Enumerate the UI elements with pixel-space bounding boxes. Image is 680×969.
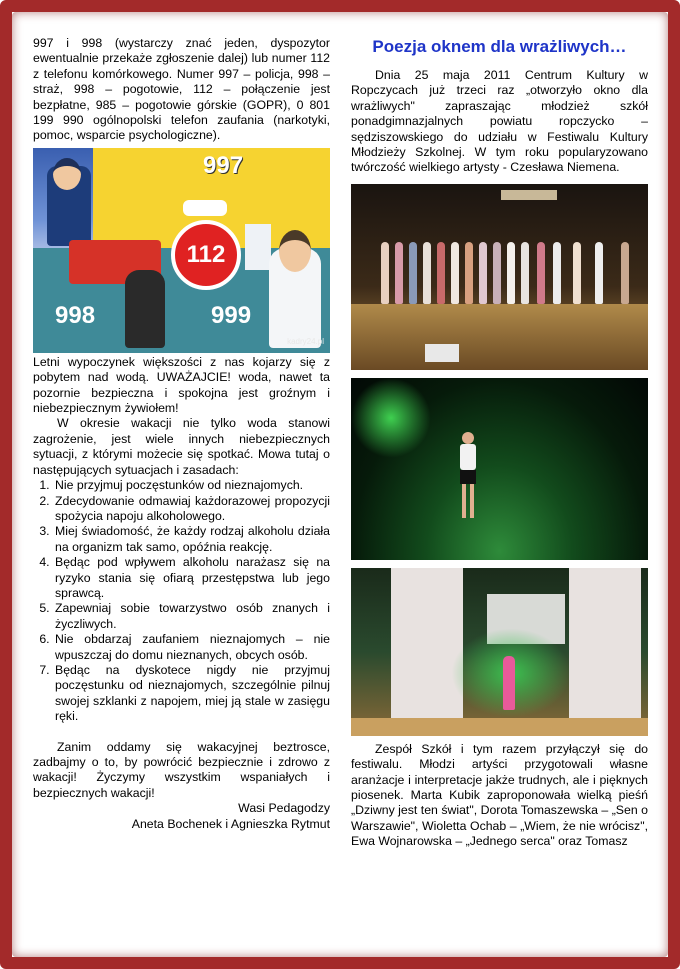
- list-item: 3. Miej świadomość, że każdy rodzaj alkoholu działa na organizm tak samo, opóźnia reakcję.: [53, 524, 330, 555]
- article-title: Poezja oknem dla wrażliwych…: [372, 37, 627, 56]
- number-997: 997: [203, 151, 244, 179]
- police-car: [183, 200, 227, 216]
- list-item: 1. Nie przyjmuj poczęstunków od nieznajomych.: [53, 478, 330, 493]
- festival-intro-paragraph: Dnia 25 maja 2011 Centrum Kultury w Ropczycach już trzeci raz „otworzyło okno dla wrażliwych" zapraszając młodzież szkół ponadgimnazjalnych powiatu ropczycko – sędziszowskiego do udziału w Festiwalu Kultury Młodzieży Szkolnej. W tym roku popularyzowano twórczość wielkiego artysty - Czesława Niemena.: [351, 68, 648, 175]
- number-998: 998: [55, 301, 96, 329]
- stage-group-photo: [351, 184, 648, 370]
- number-112-badge: 112: [171, 220, 241, 290]
- illustration-watermark: kadry24.pl: [287, 337, 324, 347]
- emergency-numbers-paragraph: 997 i 998 (wystarczy znać jeden, dyspozytor ewentualnie przekaże zgłoszenie dalej) lub numer 112 z telefonu komórkowego. Numer 997 – policja, 998 – straż, 998 – pogotowie, 112 – połączenie jest bezpłatne, 985 – pogotowie górskie (GOPR), 0 801 199 990 ogólnopolski telefon zaufania (narkotyki, pomoc, wsparcie psychologiczne).: [33, 36, 330, 143]
- other-dangers-paragraph: W okresie wakacji nie tylko woda stanowi zagrożenie, jest wiele innych niebezpiecznych sytuacji, z którymi możecie się spotkać. Mowa tutaj o następujących sytuacjach i zasadach:: [33, 416, 330, 477]
- list-item: 5. Zapewniaj sobie towarzystwo osób znanych i życzliwych.: [53, 601, 330, 632]
- emergency-services-illustration: [33, 148, 330, 353]
- list-item: 4. Będąc pod wpływem alkoholu narażasz się na ryzyko stania się ofiarą przestępstwa lub jego sprawcą.: [53, 555, 330, 601]
- list-item: 2. Zdecydowanie odmawiaj każdorazowej propozycji spożycia napoju alkoholowego.: [53, 494, 330, 525]
- number-999: 999: [211, 301, 252, 329]
- band-on-stage-photo: [351, 568, 648, 736]
- left-column: [33, 36, 330, 832]
- right-column: [351, 36, 648, 850]
- list-item: 7. Będąc na dyskotece nigdy nie przyjmuj poczęstunku od nieznajomych, szczególnie pilnuj swojej szklanki z napojem, miej ją stale w zasięgu ręki.: [53, 663, 330, 725]
- singer-figure: [503, 656, 515, 710]
- water-safety-paragraph: Letni wypoczynek większości z nas kojarzy się z pobytem nad wodą. UWAŻAJCIE! woda, nawet ta pozornie bezpieczna i spokojna jest groźnym i niebezpiecznym żywiołem!: [33, 354, 330, 416]
- performer-figure: [455, 430, 481, 522]
- solo-performer-photo: [351, 378, 648, 560]
- signature-line-1: Wasi Pedagodzy: [238, 801, 330, 816]
- signature-line-2: Aneta Bochenek i Agnieszka Rytmut: [131, 816, 330, 831]
- closing-paragraph: Zanim oddamy się wakacyjnej beztrosce, zadbajmy o to, by powrócić bezpiecznie i zdrowo z wakacji! Życzymy wszystkim wspaniałych i bezpiecznych wakacji!: [33, 739, 330, 800]
- safety-rules-list: [33, 478, 330, 725]
- festival-performers-paragraph: Zespół Szkół i tym razem przyłączył się do festiwalu. Młodzi artyści przygotowali własne aranżacje i interpretacje jakże trudnych, ale i pięknych piosenek. Marta Kubik zaproponowała wielką pieśń „Dziwny jest ten świat", Dorota Tomaszewska – „Sen o Warszawie", Wioletta Ochab – „Wiem, że nie wrócisz", Ewa Wojnarowska – „Jednego serca" oraz Tomasz: [351, 741, 648, 849]
- list-item: 6. Nie obdarzaj zaufaniem nieznajomych – nie wpuszczaj do domu nieznanych, obcych osób.: [53, 632, 330, 663]
- firefighter-figure: [125, 270, 165, 348]
